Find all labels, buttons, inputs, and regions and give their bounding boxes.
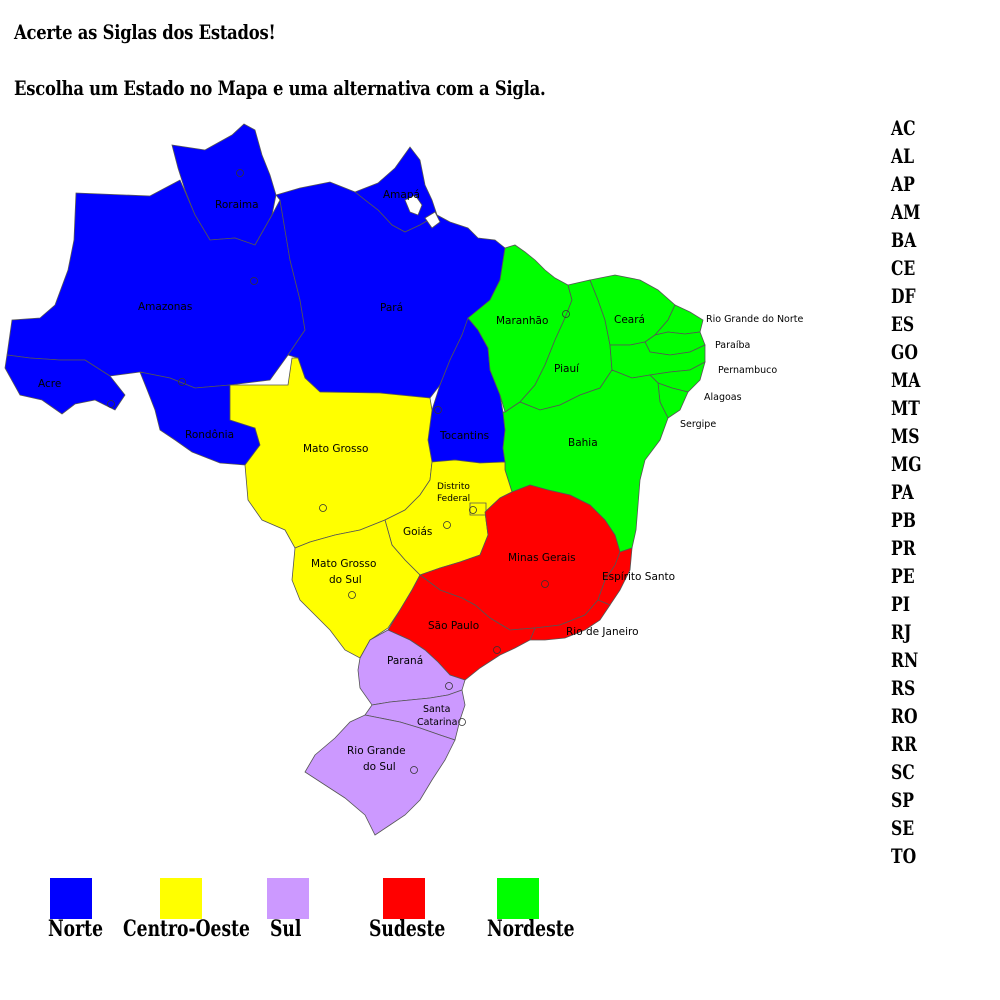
label-acre: Acre (38, 378, 62, 390)
instruction-text: Escolha um Estado no Mapa e uma alternativa com a Sigla. (14, 76, 546, 100)
sigla-option-sp[interactable]: SP (891, 788, 914, 812)
label-sao-paulo: São Paulo (428, 620, 480, 632)
label-santa-catarina-1: Santa (423, 704, 451, 715)
legend-swatch-centro-oeste (160, 878, 202, 919)
sigla-option-pe[interactable]: PE (891, 564, 915, 588)
sigla-option-se[interactable]: SE (891, 816, 915, 840)
label-maranhao: Maranhão (496, 315, 549, 327)
label-amapa: Amapá (383, 189, 420, 201)
sigla-option-es[interactable]: ES (891, 312, 915, 336)
label-rondonia: Rondônia (185, 429, 234, 441)
label-minas-gerais: Minas Gerais (508, 552, 576, 564)
label-rio-grande-do-sul-1: Rio Grande (347, 745, 406, 757)
label-parana: Paraná (387, 655, 424, 667)
sigla-option-pb[interactable]: PB (891, 508, 916, 532)
label-goias: Goiás (403, 526, 433, 538)
sigla-option-ac[interactable]: AC (891, 116, 916, 140)
label-roraima: Roraima (215, 199, 259, 211)
page-title: Acerte as Siglas dos Estados! (14, 20, 276, 44)
sigla-option-ro[interactable]: RO (891, 704, 918, 728)
sigla-option-al[interactable]: AL (891, 144, 915, 168)
label-piaui: Piauí (554, 363, 580, 375)
sigla-option-rj[interactable]: RJ (891, 620, 912, 644)
sigla-option-to[interactable]: TO (891, 844, 917, 868)
sigla-option-ce[interactable]: CE (891, 256, 916, 280)
label-ceara: Ceará (614, 314, 645, 326)
label-mato-grosso-do-sul-2: do Sul (329, 574, 362, 586)
label-distrito-federal-1: Distrito (437, 482, 470, 492)
sigla-option-mg[interactable]: MG (891, 452, 922, 476)
sigla-option-ma[interactable]: MA (891, 368, 921, 392)
sigla-option-mt[interactable]: MT (891, 396, 920, 420)
legend-swatch-nordeste (497, 878, 539, 919)
label-santa-catarina-2: Catarina (417, 717, 458, 728)
legend-label-centro-oeste: Centro-Oeste (123, 916, 250, 942)
label-rio-de-janeiro: Rio de Janeiro (566, 626, 639, 638)
label-paraiba: Paraíba (715, 340, 751, 351)
sigla-options-list (891, 114, 951, 870)
label-alagoas: Alagoas (704, 392, 742, 403)
sigla-option-pr[interactable]: PR (891, 536, 916, 560)
sigla-option-rs[interactable]: RS (891, 676, 916, 700)
label-rio-grande-do-norte: Rio Grande do Norte (706, 314, 804, 325)
sigla-option-am[interactable]: AM (891, 200, 921, 224)
label-distrito-federal-2: Federal (437, 494, 471, 504)
legend-swatch-sul (267, 878, 309, 919)
label-rio-grande-do-sul-2: do Sul (363, 761, 396, 773)
sigla-option-ba[interactable]: BA (891, 228, 917, 252)
label-mato-grosso-do-sul-1: Mato Grosso (311, 558, 377, 570)
legend-swatch-sudeste (383, 878, 425, 919)
sigla-option-pa[interactable]: PA (891, 480, 914, 504)
label-sergipe: Sergipe (680, 419, 717, 430)
legend-label-nordeste: Nordeste (487, 916, 575, 942)
label-amazonas: Amazonas (138, 301, 193, 313)
sigla-option-df[interactable]: DF (891, 284, 916, 308)
label-espirito-santo: Espírito Santo (602, 571, 676, 583)
sigla-option-ms[interactable]: MS (891, 424, 920, 448)
sigla-option-rr[interactable]: RR (891, 732, 917, 756)
label-bahia: Bahia (568, 437, 598, 449)
label-para: Pará (380, 302, 404, 314)
state-rio-grande-do-sul[interactable] (305, 715, 458, 835)
sigla-option-go[interactable]: GO (891, 340, 918, 364)
sigla-option-rn[interactable]: RN (891, 648, 919, 672)
sigla-option-pi[interactable]: PI (891, 592, 911, 616)
label-pernambuco: Pernambuco (718, 365, 778, 376)
label-mato-grosso: Mato Grosso (303, 443, 369, 455)
legend-label-sudeste: Sudeste (369, 916, 446, 942)
sigla-option-ap[interactable]: AP (891, 172, 915, 196)
legend-label-sul: Sul (270, 916, 302, 942)
legend-swatch-norte (50, 878, 92, 919)
label-tocantins: Tocantins (440, 430, 490, 442)
legend-label-norte: Norte (48, 916, 104, 942)
sigla-option-sc[interactable]: SC (891, 760, 915, 784)
